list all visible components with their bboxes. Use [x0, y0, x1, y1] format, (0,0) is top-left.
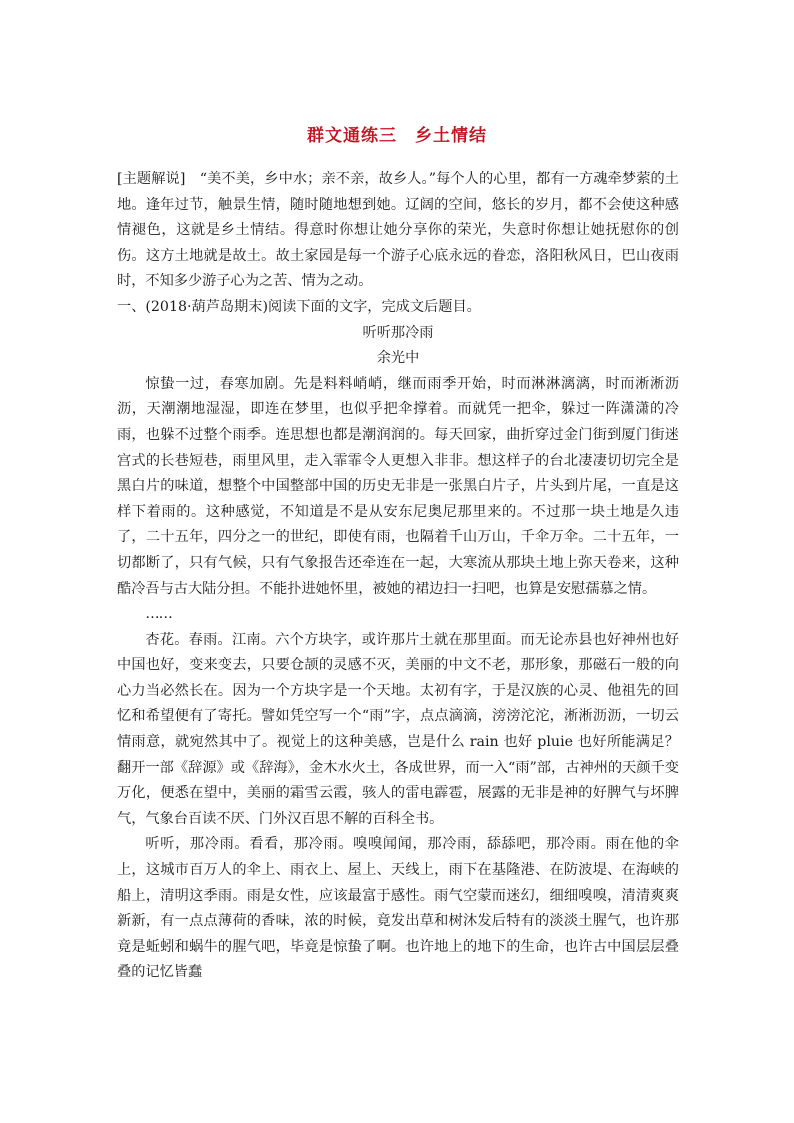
page-title: 群文通练三 乡土情结 [307, 126, 487, 146]
article-paragraph: 杏花。春雨。江南。六个方块字，或许那片土就在那里面。而无论赤县也好神州也好中国也好，变来变去，只要仓颉的灵感不灭，美丽的中文不老，那形象，那磁石一般的向心力当必然长在。因为一个方块字是一个天地。太初有字，于是汉族的心灵、他祖先的回忆和希望便有了寄托。譬如凭空写一个“雨”字，点点滴滴，滂滂沱沱，淅淅沥沥，一切云情雨意，就宛然其中了。视觉上的这种美感，岂是什么 rain 也好 pluie 也好所能满足？翻开一部《辞源》或《辞海》，金木水火土，各成世界，而一入“雨”部，古神州的天颜千变万化，便悉在望中，美丽的霜雪云霞，骇人的雷电霹雹，展露的无非是神的好脾气与坏脾气，气象台百读不厌、门外汉百思不解的百科全书。 [117, 631, 679, 827]
article-author: 余光中 [376, 350, 420, 367]
intro-tag: [主题解说] [117, 171, 186, 187]
question-heading: 一、(2018·葫芦岛期末)阅读下面的文字，完成文后题目。 [117, 298, 481, 315]
intro-paragraph [117, 167, 679, 295]
intro-text: “美不美，乡中水；亲不亲，故乡人。”每个人的心里，都有一方魂牵梦萦的土地。逢年过节，触景生情，随时随地想到她。辽阔的空间，悠长的岁月，都不会使这种感情褪色，这就是乡土情结。得意时你想让她分享你的荣光，失意时你想让她抚慰你的创伤。这方土地就是故土。故土家园是每一个游子心底永远的眷恋，洛阳秋风日，巴山夜雨时，不知多少游子心为之苦、情为之动。 [117, 171, 679, 290]
article-title: 听听那冷雨 [362, 324, 434, 341]
article-paragraph: 惊蛰一过，春寒加剧。先是料料峭峭，继而雨季开始，时而淋淋漓漓，时而淅淅沥沥，天潮潮地湿湿，即连在梦里，也似乎把伞撑着。而就凭一把伞，躲过一阵潇潇的冷雨，也躲不过整个雨季。连思想也都是潮润润的。每天回家，曲折穿过金门街到厦门街迷宫式的长巷短巷，雨里风里，走入霏霏令人更想入非非。想这样子的台北凄凄切切完全是黑白片的味道，想整个中国整部中国的历史无非是一张黑白片子，片头到片尾，一直是这样下着雨的。这种感觉，不知道是不是从安东尼奥尼那里来的。不过那一块土地是久违了，二十五年，四分之一的世纪，即使有雨，也隔着千山万山，千伞万伞。二十五年，一切都断了，只有气候，只有气象报告还牵连在一起，大寒流从那块土地上弥天卷来，这种酷冷吾与古大陆分担。不能扑进她怀里，被她的裙边扫一扫吧，也算是安慰孺慕之情。 [117, 375, 679, 597]
ellipsis-line: …… [145, 606, 172, 623]
article-paragraph: 听听，那冷雨。看看，那冷雨。嗅嗅闻闻，那冷雨，舔舔吧，那冷雨。雨在他的伞上，这城市百万人的伞上、雨衣上、屋上、天线上，雨下在基隆港、在防波堤、在海峡的船上，清明这季雨。雨是女性，应该最富于感性。雨气空蒙而迷幻，细细嗅嗅，清清爽爽新新，有一点点薄荷的香味，浓的时候，竟发出草和树沐发后特有的淡淡土腥气，也许那竟是蚯蚓和蜗牛的腥气吧，毕竟是惊蛰了啊。也许地上的地下的生命，也许古中国层层叠叠的记忆皆蠢 [117, 836, 679, 981]
document-body [117, 167, 679, 986]
